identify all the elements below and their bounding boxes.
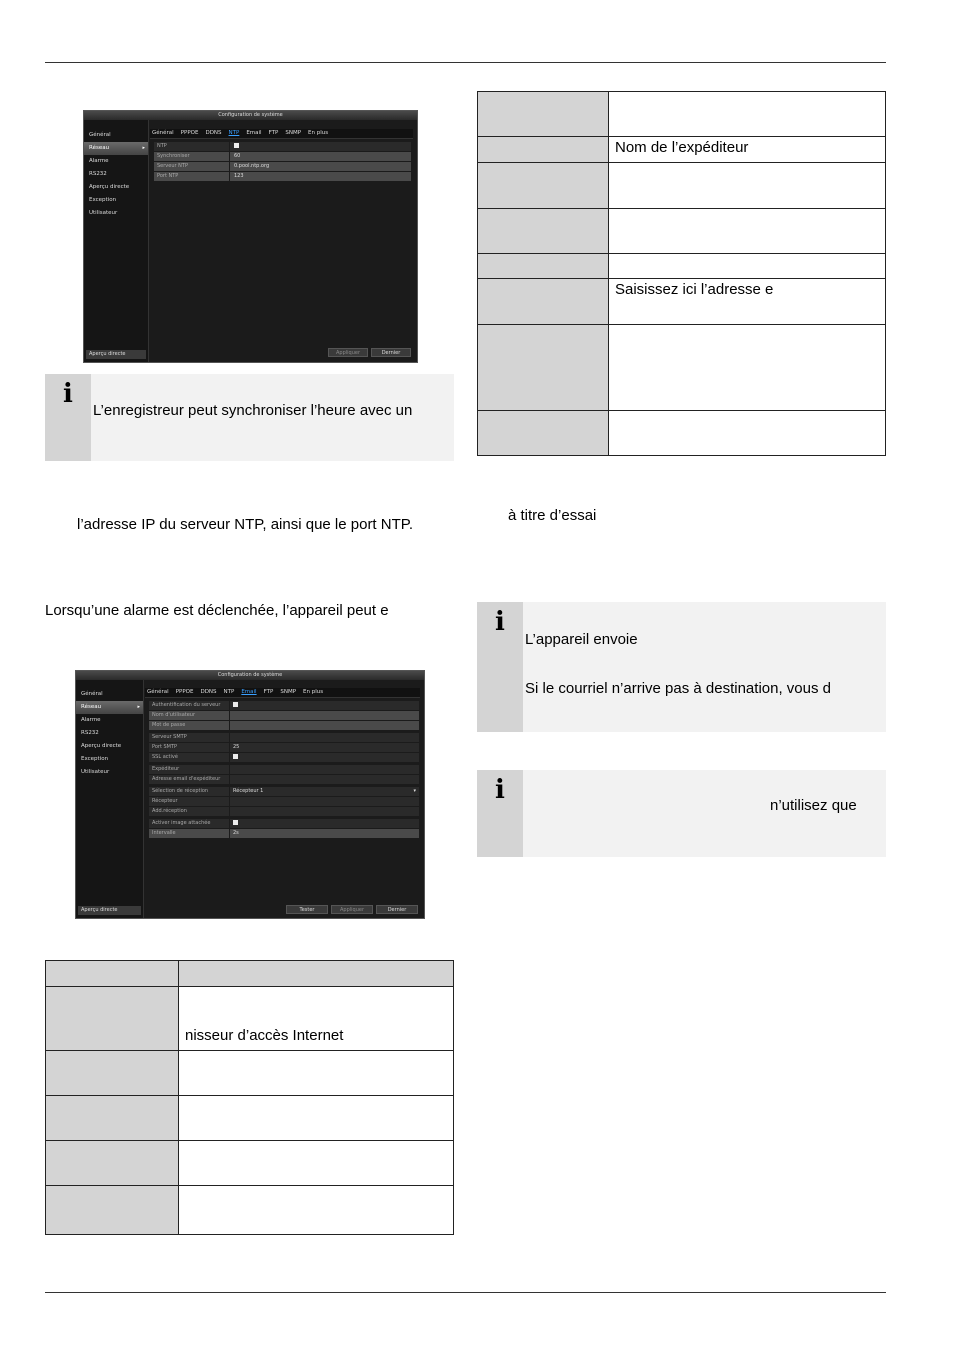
sidebar-item-live-view[interactable]: Aperçu directe bbox=[81, 743, 122, 749]
tab-more[interactable]: En plus bbox=[308, 130, 329, 136]
info-note-text: n’utilisez que bbox=[770, 797, 857, 814]
back-button[interactable]: Dernier bbox=[376, 905, 418, 914]
info-icon: i bbox=[495, 607, 505, 637]
tab-more[interactable]: En plus bbox=[303, 689, 324, 695]
table-cell bbox=[478, 137, 609, 163]
table-row bbox=[478, 92, 886, 137]
table-cell bbox=[609, 209, 886, 254]
info-note-text: L’enregistreur peut synchroniser l’heure avec un bbox=[93, 402, 413, 419]
table-row bbox=[478, 137, 886, 163]
footer-rule bbox=[45, 1292, 886, 1293]
row-label: Mot de passe bbox=[152, 722, 186, 728]
checkbox[interactable] bbox=[233, 702, 238, 707]
table-cell bbox=[478, 411, 609, 456]
table-cell bbox=[609, 411, 886, 456]
info-note-line: Si le courriel n’arrive pas à destination, vous d bbox=[525, 680, 831, 697]
sidebar-item-rs232[interactable]: RS232 bbox=[89, 171, 107, 177]
table-cell bbox=[46, 1186, 179, 1235]
sender-row[interactable] bbox=[149, 765, 419, 775]
row-label: Récepteur bbox=[152, 798, 178, 804]
email-settings-table-left bbox=[45, 960, 454, 1235]
apply-button[interactable]: Appliquer bbox=[331, 905, 373, 914]
tab-ntp[interactable]: NTP bbox=[223, 689, 235, 695]
sidebar-item-general[interactable]: Général bbox=[81, 691, 103, 697]
table-cell bbox=[46, 1141, 179, 1186]
tab-email[interactable]: Email bbox=[241, 689, 257, 695]
info-note bbox=[477, 602, 886, 732]
table-cell bbox=[478, 325, 609, 411]
row-label: Sélection de réception bbox=[152, 788, 209, 794]
table-cell bbox=[478, 279, 609, 325]
table-row bbox=[478, 411, 886, 456]
row-value: 60 bbox=[234, 153, 241, 159]
table-cell bbox=[179, 1096, 454, 1141]
table-cell bbox=[179, 1141, 454, 1186]
row-label: Intervalle bbox=[152, 830, 176, 836]
row-label: Serveur SMTP bbox=[152, 734, 187, 740]
sidebar-item-exception[interactable]: Exception bbox=[81, 756, 109, 762]
sidebar-item-live-view[interactable]: Aperçu directe bbox=[89, 184, 130, 190]
table-cell bbox=[46, 987, 179, 1051]
table-cell bbox=[609, 325, 886, 411]
row-value: 0.pool.ntp.org bbox=[234, 163, 270, 169]
table-row bbox=[478, 279, 886, 325]
table-row bbox=[46, 1141, 454, 1186]
ntp-enable-row[interactable] bbox=[154, 142, 411, 152]
test-button[interactable]: Tester bbox=[286, 905, 328, 914]
row-label: Authentification du serveur bbox=[152, 702, 221, 708]
checkbox[interactable] bbox=[233, 820, 238, 825]
sidebar-item-network[interactable]: Réseau ▸ bbox=[84, 142, 148, 155]
tab-ddns[interactable]: DDNS bbox=[205, 130, 222, 136]
dropdown-arrow-icon[interactable]: ▾ bbox=[413, 788, 416, 794]
row-label: Port SMTP bbox=[152, 744, 178, 750]
row-label: Serveur NTP bbox=[157, 163, 188, 169]
table-cell bbox=[478, 254, 609, 279]
password-row[interactable] bbox=[149, 721, 419, 731]
table-row bbox=[478, 254, 886, 279]
sidebar-item-network[interactable]: Réseau ▸ bbox=[76, 701, 143, 714]
email-settings-table-right bbox=[477, 91, 886, 456]
receiver-address-row[interactable] bbox=[149, 807, 419, 817]
table-cell bbox=[478, 209, 609, 254]
row-label: Port NTP bbox=[157, 173, 179, 179]
tab-ntp[interactable]: NTP bbox=[228, 130, 240, 136]
sender-address-row[interactable] bbox=[149, 775, 419, 785]
table-row bbox=[478, 325, 886, 411]
info-note bbox=[477, 770, 886, 857]
row-label: Adresse email d'expéditeur bbox=[152, 776, 221, 782]
window-title: Configuration de système bbox=[84, 111, 417, 120]
row-value: 2s bbox=[233, 830, 239, 836]
header-rule bbox=[45, 62, 886, 63]
alarm-paragraph: Lorsqu’une alarme est déclenchée, l’appareil peut e bbox=[45, 602, 389, 619]
table-cell bbox=[609, 254, 886, 279]
sidebar-item-exception[interactable]: Exception bbox=[89, 197, 117, 203]
attach-image-row[interactable] bbox=[149, 819, 419, 829]
sidebar-item-user[interactable]: Utilisateur bbox=[89, 210, 118, 216]
apply-button[interactable]: Appliquer bbox=[328, 348, 368, 357]
receiver-row[interactable] bbox=[149, 797, 419, 807]
tab-pppoe[interactable]: PPPOE bbox=[175, 689, 194, 695]
table-row bbox=[46, 1186, 454, 1235]
tab-ddns[interactable]: DDNS bbox=[200, 689, 217, 695]
table-cell bbox=[609, 92, 886, 137]
table-row bbox=[478, 163, 886, 209]
username-row[interactable] bbox=[149, 711, 419, 721]
info-icon: i bbox=[495, 775, 505, 805]
row-value: 25 bbox=[233, 744, 240, 750]
sidebar bbox=[84, 120, 149, 362]
info-note-line: L’appareil envoie bbox=[525, 631, 638, 648]
window-title: Configuration de système bbox=[76, 671, 424, 680]
row-label: NTP bbox=[157, 143, 167, 149]
tab-ftp[interactable]: FTP bbox=[268, 130, 279, 136]
smtp-port-row[interactable] bbox=[149, 743, 419, 753]
table-cell: Saisissez ici l’adresse e bbox=[609, 279, 886, 325]
table-cell bbox=[179, 961, 454, 987]
info-icon: i bbox=[63, 379, 73, 409]
ssl-row[interactable] bbox=[149, 753, 419, 763]
receiver-dropdown[interactable]: Récepteur 1 bbox=[233, 788, 264, 794]
row-label: Expéditeur bbox=[152, 766, 180, 772]
ntp-port-row[interactable] bbox=[154, 172, 411, 182]
checkbox[interactable] bbox=[233, 754, 238, 759]
table-cell bbox=[46, 1096, 179, 1141]
tab-email[interactable]: Email bbox=[246, 130, 262, 136]
table-cell bbox=[179, 1051, 454, 1096]
tab-general[interactable]: Général bbox=[147, 689, 169, 695]
interval-row[interactable] bbox=[149, 829, 419, 839]
tab-ftp[interactable]: FTP bbox=[263, 689, 274, 695]
sidebar-item-alarm[interactable]: Alarme bbox=[89, 158, 109, 164]
table-cell bbox=[478, 163, 609, 209]
table-cell bbox=[46, 961, 179, 987]
email-config-screenshot bbox=[75, 670, 425, 919]
table-cell bbox=[46, 1051, 179, 1096]
receiver-select-row[interactable] bbox=[149, 787, 419, 797]
table-cell: nisseur d’accès Internet bbox=[179, 987, 454, 1051]
table-row bbox=[478, 209, 886, 254]
checkbox[interactable] bbox=[234, 143, 239, 148]
sidebar-item-rs232[interactable]: RS232 bbox=[81, 730, 99, 736]
live-view-footer-button[interactable]: Aperçu directe bbox=[86, 350, 146, 359]
test-paragraph: à titre d’essai bbox=[508, 507, 597, 524]
server-auth-row[interactable] bbox=[149, 701, 419, 711]
ntp-config-screenshot bbox=[83, 110, 418, 363]
row-label: SSL activé bbox=[152, 754, 178, 760]
table-row bbox=[46, 1096, 454, 1141]
back-button[interactable]: Dernier bbox=[371, 348, 411, 357]
row-label: Synchroniser bbox=[157, 153, 190, 159]
sync-interval-row[interactable] bbox=[154, 152, 411, 162]
table-cell bbox=[478, 92, 609, 137]
table-row bbox=[46, 1051, 454, 1096]
ntp-paragraph: l’adresse IP du serveur NTP, ainsi que le port NTP. bbox=[77, 516, 414, 533]
smtp-server-row[interactable] bbox=[149, 733, 419, 743]
table-row bbox=[46, 987, 454, 1051]
info-note bbox=[45, 374, 454, 461]
sidebar bbox=[76, 680, 144, 918]
tab-snmp[interactable]: SNMP bbox=[280, 689, 297, 695]
sidebar-item-user[interactable]: Utilisateur bbox=[81, 769, 110, 775]
row-value: 123 bbox=[234, 173, 244, 179]
live-view-footer-button[interactable]: Aperçu directe bbox=[78, 906, 141, 915]
tab-pppoe[interactable]: PPPOE bbox=[180, 130, 199, 136]
row-label: Add.réception bbox=[152, 808, 187, 814]
tab-bar bbox=[145, 688, 420, 698]
sidebar-item-general[interactable]: Général bbox=[89, 132, 111, 138]
row-label: Nom d'utilisateur bbox=[152, 712, 196, 718]
tab-bar bbox=[150, 129, 413, 139]
row-label: Activer image attachée bbox=[152, 820, 211, 826]
table-header-row bbox=[46, 961, 454, 987]
tab-snmp[interactable]: SNMP bbox=[285, 130, 302, 136]
ntp-server-row[interactable] bbox=[154, 162, 411, 172]
table-cell bbox=[609, 163, 886, 209]
table-cell: Nom de l’expéditeur bbox=[609, 137, 886, 163]
table-cell bbox=[179, 1186, 454, 1235]
sidebar-item-alarm[interactable]: Alarme bbox=[81, 717, 101, 723]
tab-general[interactable]: Général bbox=[152, 130, 174, 136]
